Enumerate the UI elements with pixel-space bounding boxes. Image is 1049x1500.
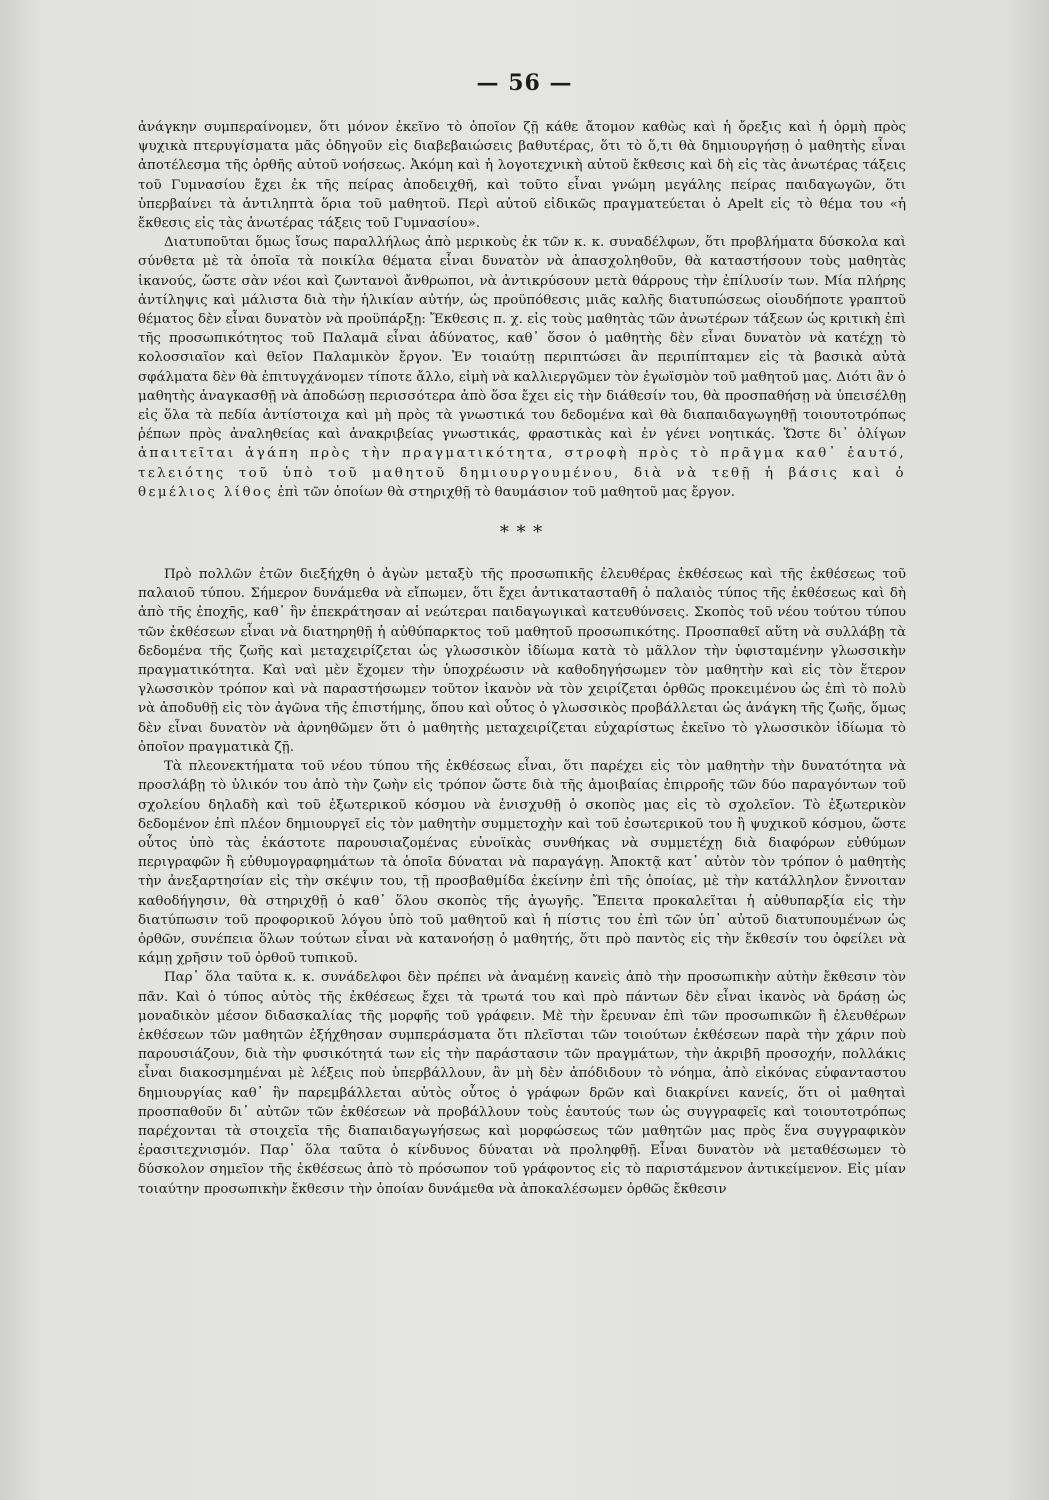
page-number: — 56 — (476, 70, 573, 96)
section-separator: * * * (499, 522, 545, 544)
spaced-emphasis: ἀπαιτεῖται ἀγάπη πρὸς τὴν πραγματικότητα, στροφὴ πρὸς τὸ πρᾶγμα καθ᾽ ἑαυτό, τελειότης τοῦ ὑπὸ τοῦ μαθητοῦ δημιουργουμένου, διὰ νὰ τεθῇ ἡ βάσις καὶ ὁ θεμέλιος λίθος (138, 446, 906, 500)
paragraph-3: Πρὸ πολλῶν ἐτῶν διεξήχθη ὁ ἀγὼν μεταξὺ τῆς προσωπικῆς ἐλευθέρας ἐκθέσεως καὶ τῆς ἐκθέσεως τοῦ παλαιοῦ τύπου. Σήμερον δυνάμεθα νὰ εἴπωμεν, ὅτι ἔχει ἀντικατασταθῆ ὁ παλαιὸς τύπος τῆς ἐκθέσεως καὶ δὴ ἀπὸ τῆς ἐποχῆς, καθ᾽ ἣν ἐπεκράτησαν αἱ νεώτεραι παιδαγωγικαὶ κατευθύνσεις. Σκοπὸς τοῦ νέου τούτου τύπου τῶν ἐκθέσεων εἶναι νὰ διατηρηθῇ ἡ αὐθύπαρκτος τοῦ μαθητοῦ προσωπικότης. Προσπαθεῖ αὕτη νὰ συλλάβῃ τὰ δεδομένα τῆς ζωῆς καὶ μεταχειρίζεται ὡς γλωσσικὸν ἰδίωμα κατὰ τὸ μᾶλλον τὴν ὑφισταμένην γλωσσικὴν πραγματικότητα. Καὶ ναὶ μὲν ἔχομεν τὴν ὑποχρέωσιν νὰ καθοδηγήσωμεν τὸν μαθητὴν καὶ εἰς τὸν ἕτερον γλωσσικὸν τρόπον καὶ νὰ παραστήσωμεν τοῦτον ἱκανὸν νὰ τὸν χειρίζεται ὀρθῶς προκειμένου ὡς ἐπὶ τὸ πολὺ νὰ ἀποδυθῇ εἰς τὸν ἀγῶνα τῆς ἐπιστήμης, ὅπου καὶ οὗτος ὁ γλωσσικὸς προβάλλεται ὡς ἀνάγκη τῆς ζωῆς, ὅμως δὲν εἶναι δυνατὸν νὰ ἀρνηθῶμεν ὅτι ὁ μαθητὴς μεταχειρίζεται εὐχαρίστως ἐκεῖνο τὸ γλωσσικὸν ἰδίωμα τὸ ὁποῖον πραγματικὰ ζῇ. (138, 567, 906, 755)
paragraph-1: ἀνάγκην συμπεραίνομεν, ὅτι μόνον ἐκεῖνο τὸ ὁποῖον ζῇ κάθε ἄτομον καθὼς καὶ ἡ ὄρεξις καὶ ἡ ὁρμὴ πρὸς ψυχικὰ πτερυγίσματα μᾶς ὁδηγοῦν εἰς διαβεβαιώσεις βαθυτέρας, ὅτι τὸ ὅ,τι θὰ δημιουργήσῃ ὁ μαθητὴς εἶναι ἀποτέλεσμα τῆς ὀρθῆς αὐτοῦ νοήσεως. Ἀκόμη καὶ ἡ λογοτεχνικὴ αὐτοῦ ἔκθεσις καὶ δὴ εἰς τὰς ἀνωτέρας τάξεις τοῦ Γυμνασίου ἔχει ἐκ τῆς πείρας ἀποδειχθῆ, καὶ τοῦτο εἶναι γνώμη μεγάλης πείρας παιδαγωγῶν, ὅτι ὑπερβαίνει τὰ ἀντιληπτὰ ὅρια τοῦ μαθητοῦ. Περὶ αὐτοῦ εἰδικῶς πραγματεύεται ὁ Apelt εἰς τὸ θέμα του «ἡ ἔκθεσις εἰς τὰς ἀνωτέρας τάξεις τοῦ Γυμνασίου». (138, 120, 906, 232)
paragraph-5: Παρ᾽ ὅλα ταῦτα κ. κ. συνάδελφοι δὲν πρέπει νὰ ἀναμένῃ κανεὶς ἀπὸ τὴν προσωπικὴν αὐτὴν ἔκθεσιν τὸν πᾶν. Καὶ ὁ τύπος αὐτὸς τῆς ἐκθέσεως ἔχει τὰ τρωτά του καὶ πρὸ πάντων δὲν εἶναι ἱκανὸς νὰ δράσῃ ὡς μοναδικὸν μέσον διδασκαλίας τῆς μορφῆς τοῦ γράφειν. Μὲ τὴν ἔρευναν ἐπὶ τῶν προσωπικῶν ἢ ἐλευθέρων ἐκθέσεων τῶν μαθητῶν ἐξήχθησαν συμπεράσματα ὅτι πλεῖσται τῶν τοιούτων ἐκθέσεων παρὰ τὴν χάριν ποὺ παρουσιάζουν, διὰ τὴν φυσικότητά των εἰς τὴν παράστασιν τῶν πραγμάτων, τὴν ἀκριβῆ προσοχήν, πολλάκις εἶναι διακοσμημέναι μὲ λέξεις ποὺ ὑπερβάλλουν, ἂν μὴ δὲν ἀπόδιδουν τὸ νόημα, ἀπὸ εἰκόνας εὐφανταστου δημιουργίας καθ᾽ ἣν παρεμβάλλεται αὐτὸς οὗτος ὁ γράφων δρῶν καὶ διακρίνει κανείς, ὅτι οἱ μαθηταὶ προσπαθοῦν δι᾽ αὐτῶν τῶν ἐκθέσεων νὰ προβάλλουν τοὺς ἑαυτούς των ὡς συγγραφεῖς καὶ τοιουτοτρόπως παρέχονται τὰ στοιχεῖα τῆς διαπαιδαγωγήσεως καὶ μορφώσεως τῶν μαθητῶν μας πρὸς ἕνα συγγραφικὸν ἐρασιτεχνισμόν. Παρ᾽ ὅλα ταῦτα ὁ κίνδυνος δύναται νὰ προληφθῇ. Εἶναι δυνατὸν νὰ μεταθέσωμεν τὸ δύσκολον σημεῖον τῆς ἐκθέσεως ἀπὸ τὸ πρόσωπον τοῦ γράφοντος εἰς τὸ παριστάμενον ἀντικείμενον. Εἰς μίαν τοιαύτην προσωπικὴν ἔκθεσιν τὴν ὁποίαν δυνάμεθα νὰ ἀποκαλέσωμεν ὀρθῶς ἔκθεσιν (138, 970, 906, 1197)
paragraph-4: Τὰ πλεονεκτήματα τοῦ νέου τύπου τῆς ἐκθέσεως εἶναι, ὅτι παρέχει εἰς τὸν μαθητὴν τὴν δυνατότητα νὰ προσλάβῃ τὸ ὑλικόν του ἀπὸ τὴν ζωὴν εἰς τρόπον ὥστε διὰ τῆς ἀμοιβαίας ἐπιρροῆς τῶν δύο παραγόντων τοῦ σχολείου δηλαδὴ καὶ τοῦ ἐξωτερικοῦ κόσμου νὰ ἐνισχυθῇ ὁ σκοπὸς μας εἰς τὸ σχολεῖον. Τὸ ἐξωτερικὸν δεδομένον ἐπὶ πλέον δημιουργεῖ εἰς τὸν μαθητὴν συμμετοχὴν καὶ τοῦ ἐσωτερικοῦ του ἢ ψυχικοῦ κόσμου, ὥστε οὗτος ὑπὸ τὰς ἑκάστοτε παρουσιαζομένας εὐνοϊκὰς συνθήκας νὰ συμμετέχῃ διὰ διαφόρων εὐθύμων περιγραφῶν ἢ εὐθυμογραφημάτων τὰ ὁποῖα δύναται νὰ παραγάγῃ. Ἀποκτᾷ κατ᾽ αὐτὸν τὸν τρόπον ὁ μαθητὴς τὴν ἀνεξαρτησίαν εἰς τὴν σκέψιν του, τῇ προσβαθμίδα ἐκείνην ἐπὶ τῆς ὁποίας, μὲ τὴν κατάλληλον ἔννοιταν καθοδήγησιν, θὰ στηριχθῇ ὁ καθ᾽ ὅλου σκοπὸς τῆς ἀγωγῆς. Ἔπειτα προκαλεῖται ἡ αὐθυπαρξία εἰς τὴν διατύπωσιν τοῦ προφορικοῦ λόγου ὑπὸ τοῦ μαθητοῦ καὶ ἡ πίστις του ἐπὶ τῶν ὑπ᾽ αὐτοῦ διατυπουμένων ὡς ὀρθῶν, συνέπεια ὅλων τούτων εἶναι νὰ κατανοήσῃ ὁ μαθητής, ὅτι πρὸ παντὸς εἰς τὴν ἔκθεσίν του ὀφείλει νὰ κάμῃ χρῆσιν τοῦ ὀρθοῦ τυπικοῦ. (138, 759, 906, 967)
body-text (138, 118, 906, 1199)
paragraph-2-end: ἐπὶ τῶν ὁποίων θὰ στηριχθῇ τὸ θαυμάσιον τοῦ μαθητοῦ μας ἔργον. (277, 484, 735, 500)
paragraph-2-text: Διατυποῦται ὅμως ἴσως παραλλήλως ἀπὸ μερικοὺς ἐκ τῶν κ. κ. συναδέλφων, ὅτι προβλήματα δύσκολα καὶ σύνθετα μὲ τὰ ὁποῖα τὰ ποικίλα θέματα εἶναι δυνατὸν νὰ ἀπασχοληθοῦν, θὰ καταστήσουν τοὺς μαθητὰς ἱκανούς, ὥστε σὰν νέοι καὶ ζωντανοὶ ἄνθρωποι, νὰ ἀντικρύσουν μετὰ θάρρους τὴν ἐπίλυσίν των. Μία πλήρης ἀντίληψις καὶ μάλιστα διὰ τὴν ἡλικίαν αὐτήν, ὡς προϋπόθεσις μιᾶς καλῆς διατυπώσεως οἱουδήποτε γραπτοῦ θέματος δὲν εἶναι δυνατὸν νὰ προϋπάρξῃ: Ἔκθεσις π. χ. εἰς τοὺς μαθητὰς τῶν ἀνωτέρων τάξεων ὡς κριτικὴ ἐπὶ τῆς προσωπικότητος τοῦ Παλαμᾶ εἶναι ἀδύνατος, καθ᾽ ὅσον ὁ μαθητὴς δὲν εἶναι δυνατὸν νὰ κατέχῃ τὸ κολοσσιαῖον καὶ θεῖον Παλαμικὸν ἔργον. Ἐν τοιαύτῃ περιπτώσει ἂν περιπίπταμεν εἰς τὰ βασικὰ αὐτὰ σφάλματα δὲν θὰ ἐπιτυγχάνομεν τίποτε ἄλλο, εἰμὴ νὰ καλλιεργῶμεν τὸν ἐγωϊσμὸν τοῦ μαθητοῦ μας. Διότι ἂν ὁ μαθητὴς ἀναγκασθῇ νὰ ἀποδώσῃ περισσότερα ἀπὸ ὅσα ἔχει εἰς τὴν διάθεσίν του, θὰ προσπαθήσῃ νὰ ὑπεισέλθῃ εἰς ὅλα τὰ πεδία ἀντίστοιχα καὶ μὴ πρὸς τὰ γνωστικά του δεδομένα καὶ θὰ διαπαιδαγωγηθῇ τοιουτοτρόπως ῥέπων πρὸς ἀναληθείας καὶ ἀνακριβείας γνωστικάς, φραστικὰς καὶ ἐν γένει νοητικάς. Ὥστε δι᾽ ὀλίγων (138, 235, 906, 443)
paragraph-2 (138, 233, 906, 502)
